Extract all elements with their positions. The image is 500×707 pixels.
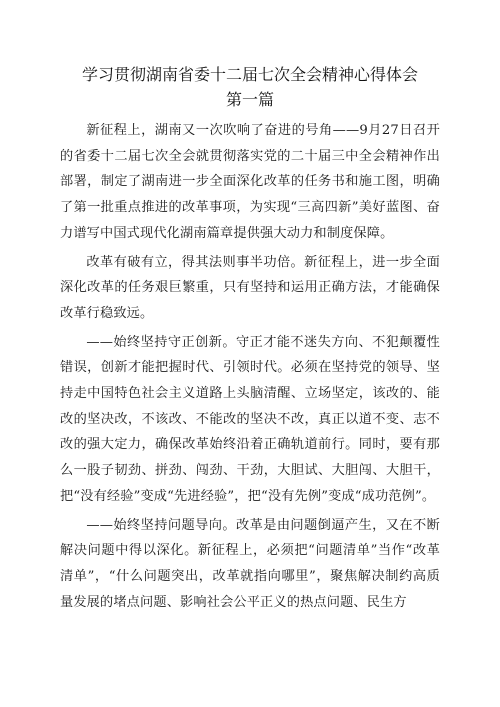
document-title: 学习贯彻湖南省委十二届七次全会精神心得体会 (81, 65, 418, 84)
paragraph-1: 新征程上，湖南又一次吹响了奋进的号角——9月27日召开的省委十二届七次全会就贯彻落实党的二十届三中全会精神作出部署，制定了湖南进一步全面深化改革的任务书和施工图，明确了第一批重点推进的改革事项，为实现“三高四新”美好蓝图、奋力谱写中国式现代化湖南篇章提供强大动力和制度保障。 (60, 123, 440, 241)
paragraph-2: 改革有破有立，得其法则事半功倍。新征程上，进一步全面深化改革的任务艰巨繁重，只有坚持和运用正确方法，才能确保改革行稳致远。 (60, 254, 440, 321)
document-subtitle: 第一篇 (225, 90, 274, 109)
paragraph-4: ——始终坚持问题导向。改革是由问题倒逼产生，又在不断解决问题中得以深化。新征程上，必须把“问题清单”当作“改革清单”，“什么问题突出，改革就指向哪里”，聚焦解决制约高质量发展的堵点问题、影响社会公平正义的热点问题、民生方 (60, 517, 440, 610)
paragraph-3: ——始终坚持守正创新。守正才能不迷失方向、不犯颠覆性错误，创新才能把握时代、引领时代。必须在坚持党的领导、坚持走中国特色社会主义道路上头脑清醒、立场坚定，该改的、能改的坚决改，不该改、不能改的坚决不改，真正以道不变、志不改的强大定力，确保改革始终沿着正确轨道前行。同时，要有那么一股子韧劲、拼劲、闯劲、干劲，大胆试、大胆闯、大胆干，把“没有经验”变成“先进经验”，把“没有先例”变成“成功范例”。 (60, 334, 440, 504)
